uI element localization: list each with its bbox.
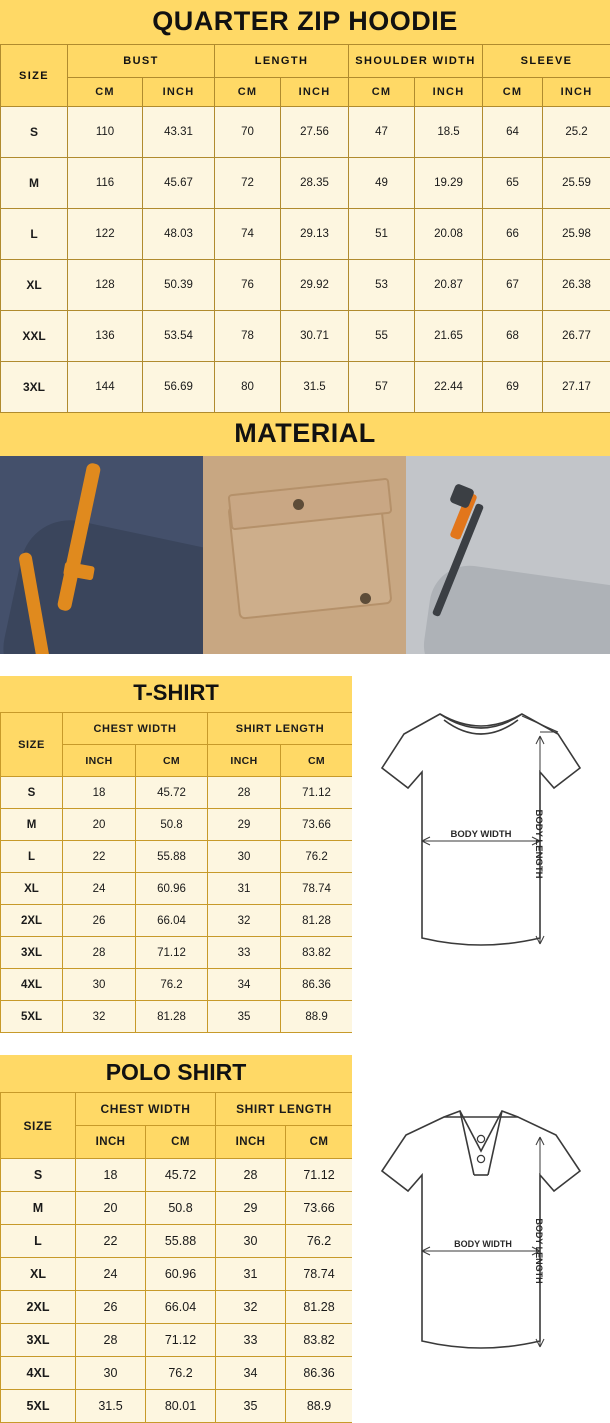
tshirt-cell: 24 [63, 873, 136, 905]
hoodie-cell: 56.69 [143, 362, 215, 413]
hoodie-row-size: XXL [1, 311, 68, 362]
polo-cell: 76.2 [286, 1225, 353, 1258]
tshirt-cell: 20 [63, 809, 136, 841]
tshirt-cell: 35 [208, 1001, 281, 1033]
tshirt-sub-chest-cm: CM [136, 745, 208, 777]
polo-cell: 81.28 [286, 1291, 353, 1324]
hoodie-cell: 66 [483, 209, 543, 260]
spacer [0, 654, 610, 676]
hoodie-sub-length-inch: INCH [281, 78, 349, 107]
polo-size-table [0, 1092, 353, 1423]
hoodie-header-shoulder-width: SHOULDER WIDTH [349, 45, 483, 78]
polo-header-size: SIZE [1, 1093, 76, 1159]
tshirt-cell: 28 [63, 937, 136, 969]
tshirt-cell: 76.2 [281, 841, 353, 873]
hoodie-cell: 49 [349, 158, 415, 209]
polo-cell: 29 [216, 1192, 286, 1225]
tshirt-section [0, 676, 610, 1033]
polo-body-width-label: BODY WIDTH [454, 1239, 512, 1249]
hoodie-sub-shoulder-inch: INCH [415, 78, 483, 107]
hoodie-sub-sleeve-inch: INCH [543, 78, 610, 107]
table-row [1, 260, 610, 311]
tshirt-sub-length-cm: CM [281, 745, 353, 777]
hoodie-cell: 30.71 [281, 311, 349, 362]
table-row [1, 1390, 353, 1423]
table-row [1, 158, 610, 209]
table-row [1, 1291, 353, 1324]
table-row [1, 1357, 353, 1390]
hoodie-cell: 27.17 [543, 362, 610, 413]
polo-cell: 20 [76, 1192, 146, 1225]
tshirt-row-size: M [1, 809, 63, 841]
polo-cell: 88.9 [286, 1390, 353, 1423]
hoodie-cell: 26.77 [543, 311, 610, 362]
tshirt-header-row [1, 713, 353, 745]
hoodie-cell: 25.59 [543, 158, 610, 209]
polo-cell: 18 [76, 1159, 146, 1192]
tshirt-cell: 88.9 [281, 1001, 353, 1033]
tshirt-row-size: 4XL [1, 969, 63, 1001]
hoodie-cell: 144 [68, 362, 143, 413]
hoodie-header-size: SIZE [1, 45, 68, 107]
table-row [1, 1001, 353, 1033]
tshirt-row-size: S [1, 777, 63, 809]
polo-row-size: 3XL [1, 1324, 76, 1357]
tshirt-sub-length-inch: INCH [208, 745, 281, 777]
tshirt-cell: 32 [208, 905, 281, 937]
polo-header-chest-width: CHEST WIDTH [76, 1093, 216, 1126]
tshirt-body-length-label: BODY LENGTH [533, 810, 544, 879]
hoodie-cell: 27.56 [281, 107, 349, 158]
hoodie-cell: 70 [215, 107, 281, 158]
tshirt-cell: 32 [63, 1001, 136, 1033]
table-row [1, 937, 353, 969]
polo-sub-length-inch: INCH [216, 1126, 286, 1159]
hoodie-row-size: XL [1, 260, 68, 311]
hoodie-cell: 45.67 [143, 158, 215, 209]
polo-cell: 66.04 [146, 1291, 216, 1324]
grey-zipper-photo [406, 456, 610, 654]
navy-drawcord-photo [0, 456, 203, 654]
tshirt-cell: 81.28 [281, 905, 353, 937]
polo-cell: 71.12 [146, 1324, 216, 1357]
hoodie-cell: 67 [483, 260, 543, 311]
hoodie-cell: 128 [68, 260, 143, 311]
hoodie-cell: 20.08 [415, 209, 483, 260]
polo-cell: 55.88 [146, 1225, 216, 1258]
polo-cell: 32 [216, 1291, 286, 1324]
tshirt-row-size: 3XL [1, 937, 63, 969]
table-row [1, 209, 610, 260]
hoodie-cell: 47 [349, 107, 415, 158]
hoodie-cell: 76 [215, 260, 281, 311]
polo-header-row [1, 1093, 353, 1126]
polo-cell: 50.8 [146, 1192, 216, 1225]
polo-diagram [352, 1055, 610, 1423]
tshirt-cell: 28 [208, 777, 281, 809]
polo-section [0, 1055, 610, 1423]
tshirt-cell: 31 [208, 873, 281, 905]
polo-cell: 33 [216, 1324, 286, 1357]
polo-cell: 80.01 [146, 1390, 216, 1423]
hoodie-cell: 21.65 [415, 311, 483, 362]
tshirt-row-size: XL [1, 873, 63, 905]
tshirt-cell: 18 [63, 777, 136, 809]
tshirt-row-size: 5XL [1, 1001, 63, 1033]
polo-cell: 60.96 [146, 1258, 216, 1291]
tshirt-cell: 45.72 [136, 777, 208, 809]
hoodie-cell: 136 [68, 311, 143, 362]
hoodie-row-size: M [1, 158, 68, 209]
tshirt-section-title: T-SHIRT [0, 676, 352, 712]
polo-cell: 71.12 [286, 1159, 353, 1192]
hoodie-row-size: L [1, 209, 68, 260]
hoodie-cell: 80 [215, 362, 281, 413]
polo-row-size: L [1, 1225, 76, 1258]
polo-header-shirt-length: SHIRT LENGTH [216, 1093, 353, 1126]
material-photo-row [0, 456, 610, 654]
hoodie-subheader-row [1, 78, 610, 107]
tshirt-cell: 30 [63, 969, 136, 1001]
tshirt-cell: 78.74 [281, 873, 353, 905]
hoodie-cell: 74 [215, 209, 281, 260]
polo-cell: 26 [76, 1291, 146, 1324]
table-row [1, 969, 353, 1001]
polo-body-length-label: BODY LENGTH [534, 1218, 544, 1283]
hoodie-header-length: LENGTH [215, 45, 349, 78]
polo-cell: 34 [216, 1357, 286, 1390]
hoodie-cell: 25.98 [543, 209, 610, 260]
polo-section-title: POLO SHIRT [0, 1055, 352, 1092]
snap-button-icon [293, 499, 304, 510]
hoodie-cell: 116 [68, 158, 143, 209]
polo-cell: 30 [76, 1357, 146, 1390]
polo-cell: 86.36 [286, 1357, 353, 1390]
tshirt-cell: 83.82 [281, 937, 353, 969]
hoodie-sub-sleeve-cm: CM [483, 78, 543, 107]
hoodie-cell: 29.13 [281, 209, 349, 260]
hoodie-cell: 51 [349, 209, 415, 260]
tshirt-body-width-label: BODY WIDTH [450, 829, 511, 840]
polo-illustration [352, 1055, 610, 1375]
hoodie-cell: 22.44 [415, 362, 483, 413]
hoodie-cell: 50.39 [143, 260, 215, 311]
tshirt-illustration [352, 676, 610, 986]
table-row [1, 362, 610, 413]
polo-row-size: 4XL [1, 1357, 76, 1390]
tshirt-cell: 71.12 [281, 777, 353, 809]
hoodie-cell: 69 [483, 362, 543, 413]
polo-row-size: XL [1, 1258, 76, 1291]
snap-button-icon-2 [360, 593, 371, 604]
hoodie-cell: 72 [215, 158, 281, 209]
polo-row-size: 5XL [1, 1390, 76, 1423]
spacer-2 [0, 1033, 610, 1055]
table-row [1, 809, 353, 841]
tshirt-cell: 50.8 [136, 809, 208, 841]
tshirt-cell: 29 [208, 809, 281, 841]
material-section-title: MATERIAL [0, 413, 610, 456]
hoodie-row-size: S [1, 107, 68, 158]
hoodie-cell: 110 [68, 107, 143, 158]
polo-table-wrapper [0, 1055, 352, 1423]
hoodie-cell: 68 [483, 311, 543, 362]
tshirt-cell: 22 [63, 841, 136, 873]
hoodie-cell: 29.92 [281, 260, 349, 311]
tshirt-table-wrapper [0, 676, 352, 1033]
hoodie-cell: 48.03 [143, 209, 215, 260]
table-row [1, 905, 353, 937]
polo-row-size: 2XL [1, 1291, 76, 1324]
table-row [1, 777, 353, 809]
polo-row-size: S [1, 1159, 76, 1192]
hoodie-cell: 43.31 [143, 107, 215, 158]
polo-cell: 28 [76, 1324, 146, 1357]
hoodie-sub-bust-cm: CM [68, 78, 143, 107]
polo-cell: 31.5 [76, 1390, 146, 1423]
hoodie-cell: 28.35 [281, 158, 349, 209]
tshirt-cell: 55.88 [136, 841, 208, 873]
hoodie-cell: 53 [349, 260, 415, 311]
polo-cell: 76.2 [146, 1357, 216, 1390]
table-row [1, 107, 610, 158]
tshirt-cell: 26 [63, 905, 136, 937]
tshirt-diagram [352, 676, 610, 1033]
table-row [1, 1192, 353, 1225]
hoodie-cell: 122 [68, 209, 143, 260]
polo-cell: 83.82 [286, 1324, 353, 1357]
hoodie-sub-bust-inch: INCH [143, 78, 215, 107]
table-row [1, 1225, 353, 1258]
hoodie-cell: 18.5 [415, 107, 483, 158]
hoodie-cell: 20.87 [415, 260, 483, 311]
hoodie-size-table [0, 44, 610, 413]
polo-sub-length-cm: CM [286, 1126, 353, 1159]
hoodie-cell: 57 [349, 362, 415, 413]
tshirt-header-chest-width: CHEST WIDTH [63, 713, 208, 745]
hoodie-cell: 31.5 [281, 362, 349, 413]
tshirt-header-shirt-length: SHIRT LENGTH [208, 713, 353, 745]
hoodie-cell: 64 [483, 107, 543, 158]
polo-row-size: M [1, 1192, 76, 1225]
polo-cell: 28 [216, 1159, 286, 1192]
tshirt-cell: 66.04 [136, 905, 208, 937]
hoodie-section-title: QUARTER ZIP HOODIE [0, 0, 610, 44]
tshirt-cell: 86.36 [281, 969, 353, 1001]
tshirt-cell: 73.66 [281, 809, 353, 841]
polo-cell: 22 [76, 1225, 146, 1258]
table-row [1, 873, 353, 905]
polo-cell: 30 [216, 1225, 286, 1258]
table-row [1, 1324, 353, 1357]
table-row [1, 311, 610, 362]
hoodie-cell: 25.2 [543, 107, 610, 158]
hoodie-cell: 53.54 [143, 311, 215, 362]
tshirt-header-size: SIZE [1, 713, 63, 777]
hoodie-sub-length-cm: CM [215, 78, 281, 107]
hoodie-cell: 65 [483, 158, 543, 209]
tshirt-cell: 60.96 [136, 873, 208, 905]
tan-pocket-photo [203, 456, 406, 654]
polo-cell: 24 [76, 1258, 146, 1291]
tshirt-size-table [0, 712, 353, 1033]
tshirt-cell: 34 [208, 969, 281, 1001]
hoodie-cell: 55 [349, 311, 415, 362]
polo-cell: 73.66 [286, 1192, 353, 1225]
hoodie-header-row [1, 45, 610, 78]
polo-sub-chest-cm: CM [146, 1126, 216, 1159]
table-row [1, 841, 353, 873]
tshirt-cell: 76.2 [136, 969, 208, 1001]
hoodie-row-size: 3XL [1, 362, 68, 413]
tshirt-sub-chest-inch: INCH [63, 745, 136, 777]
tshirt-cell: 71.12 [136, 937, 208, 969]
hoodie-cell: 26.38 [543, 260, 610, 311]
tshirt-cell: 30 [208, 841, 281, 873]
tshirt-row-size: L [1, 841, 63, 873]
table-row [1, 1258, 353, 1291]
table-row [1, 1159, 353, 1192]
hoodie-header-bust: BUST [68, 45, 215, 78]
hoodie-cell: 78 [215, 311, 281, 362]
tshirt-cell: 33 [208, 937, 281, 969]
polo-cell: 31 [216, 1258, 286, 1291]
polo-cell: 78.74 [286, 1258, 353, 1291]
tshirt-cell: 81.28 [136, 1001, 208, 1033]
hoodie-sub-shoulder-cm: CM [349, 78, 415, 107]
polo-sub-chest-inch: INCH [76, 1126, 146, 1159]
tshirt-row-size: 2XL [1, 905, 63, 937]
hoodie-cell: 19.29 [415, 158, 483, 209]
polo-cell: 35 [216, 1390, 286, 1423]
hoodie-header-sleeve: SLEEVE [483, 45, 610, 78]
polo-cell: 45.72 [146, 1159, 216, 1192]
